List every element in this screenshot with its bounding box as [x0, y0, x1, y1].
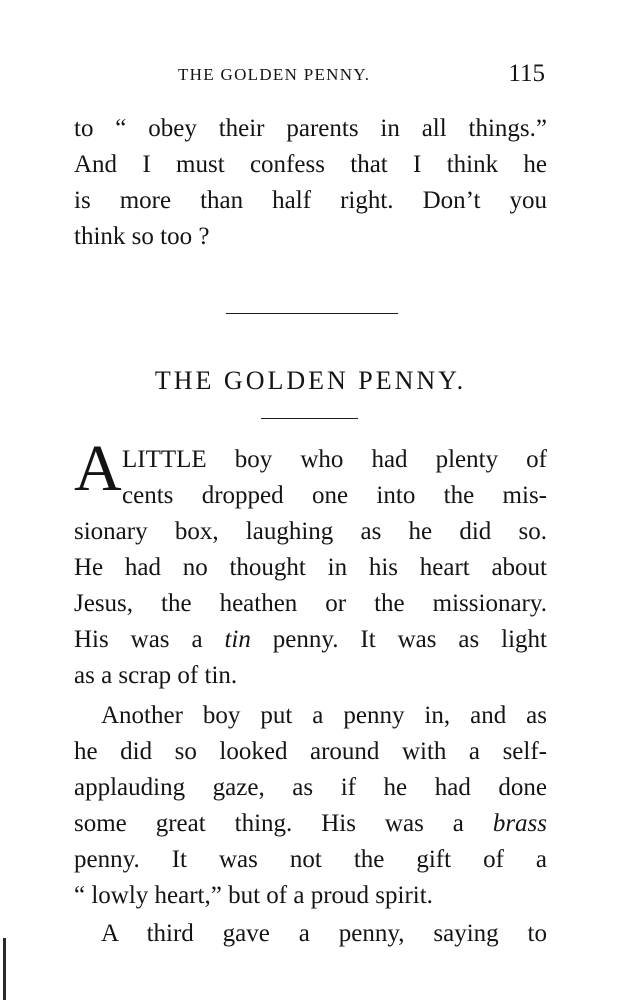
scan-edge-mark: [3, 938, 6, 1000]
title-underline: [261, 418, 358, 419]
drop-cap: A: [74, 432, 122, 505]
running-header: [74, 60, 547, 90]
text-line: he did so looked around with a self-: [74, 738, 547, 765]
text-line: as a scrap of tin.: [74, 662, 238, 689]
text-line: sionary box, laughing as he did so.: [74, 518, 547, 545]
text-line: is more than half right. Don’t you: [74, 187, 547, 214]
text-line: penny. It was not the gift of a: [74, 846, 547, 873]
emphasis-text: tin: [224, 626, 251, 653]
chapter-title: THE GOLDEN PENNY.: [154, 366, 467, 395]
text-span: penny. It was as light: [250, 626, 547, 653]
text-line: think so too ?: [74, 223, 210, 250]
text-span: His was a: [74, 626, 225, 653]
text-line: Jesus, the heathen or the missionary.: [74, 590, 547, 617]
text-line: [74, 809, 547, 839]
section-divider: [226, 313, 398, 314]
page-number: 115: [508, 60, 545, 87]
text-span: some great thing. His was a: [74, 810, 493, 837]
text-line: cents dropped one into the mis-: [122, 482, 547, 509]
text-line: He had no thought in his heart about: [74, 554, 547, 581]
text-line: to “ obey their parents in all things.”: [74, 115, 547, 142]
text-line: Another boy put a penny in, and as: [101, 702, 547, 729]
running-title: THE GOLDEN PENNY.: [178, 65, 371, 84]
text-line: And I must confess that I think he: [74, 151, 547, 178]
text-line: LITTLE boy who had plenty of: [122, 446, 547, 473]
text-line: [74, 625, 547, 655]
emphasis-text: brass: [492, 810, 547, 837]
text-line: applauding gaze, as if he had done: [74, 774, 547, 801]
text-line: A third gave a penny, saying to: [101, 920, 547, 947]
text-line: “ lowly heart,” but of a proud spirit.: [74, 882, 433, 909]
